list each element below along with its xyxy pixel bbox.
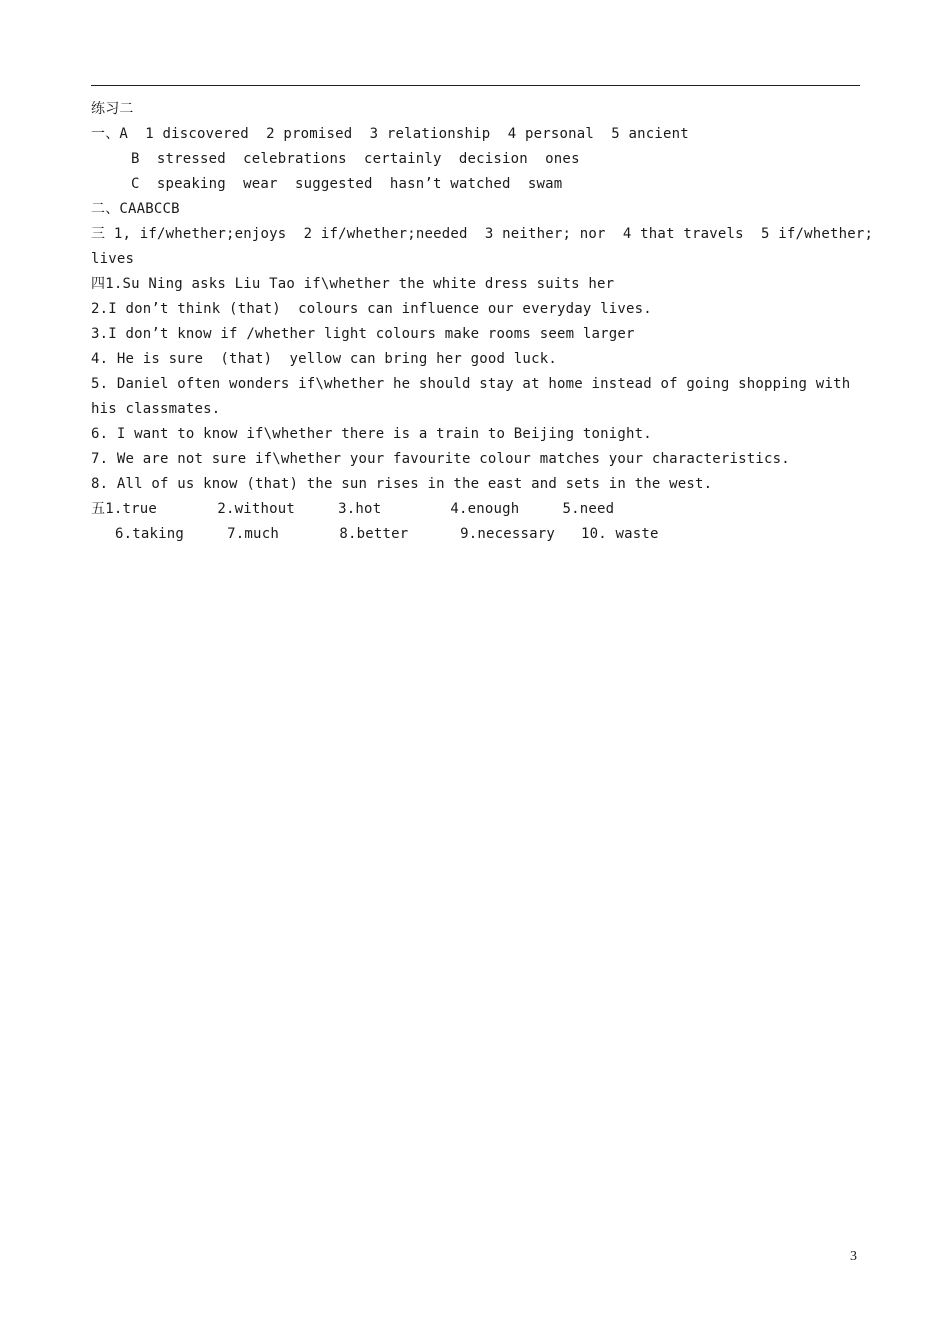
section3-line-2: lives [91,251,135,267]
section1-line-a: 一、A 1 discovered 2 promised 3 relationship 4 personal 5 ancient [91,126,689,142]
section4-item-3: 3.I don’t know if /whether light colours make rooms seem larger [91,326,635,342]
section3-line-1: 三 1, if/whether;enjoys 2 if/whether;needed 3 neither; nor 4 that travels 5 if/whether; [91,226,874,242]
section4-item-2: 2.I don’t think (that) colours can influence our everyday lives. [91,301,652,317]
section4-item-5b: his classmates. [91,401,221,417]
section4-item-8: 8. All of us know (that) the sun rises in the east and sets in the west. [91,476,713,492]
section2-line: 二、CAABCCB [91,201,180,217]
section4-item-7: 7. We are not sure if\whether your favourite colour matches your characteristics. [91,451,790,467]
section4-item-4: 4. He is sure (that) yellow can bring her good luck. [91,351,557,367]
section-heading: 练习二 [91,101,134,117]
section4-item-1: 四1.Su Ning asks Liu Tao if\whether the white dress suits her [91,276,615,292]
section4-item-5a: 5. Daniel often wonders if\whether he should stay at home instead of going shopping with [91,376,851,392]
page-number: 3 [850,1249,857,1264]
section1-line-c: C speaking wear suggested hasn’t watched swam [131,176,563,192]
section1-line-b: B stressed celebrations certainly decision ones [131,151,580,167]
section5-row-1: 五1.true 2.without 3.hot 4.enough 5.need [91,501,615,517]
header-rule [91,85,860,86]
answer-key-content [91,97,874,547]
section5-row-2: 6.taking 7.much 8.better 9.necessary 10. waste [115,526,659,542]
section4-item-6: 6. I want to know if\whether there is a train to Beijing tonight. [91,426,652,442]
